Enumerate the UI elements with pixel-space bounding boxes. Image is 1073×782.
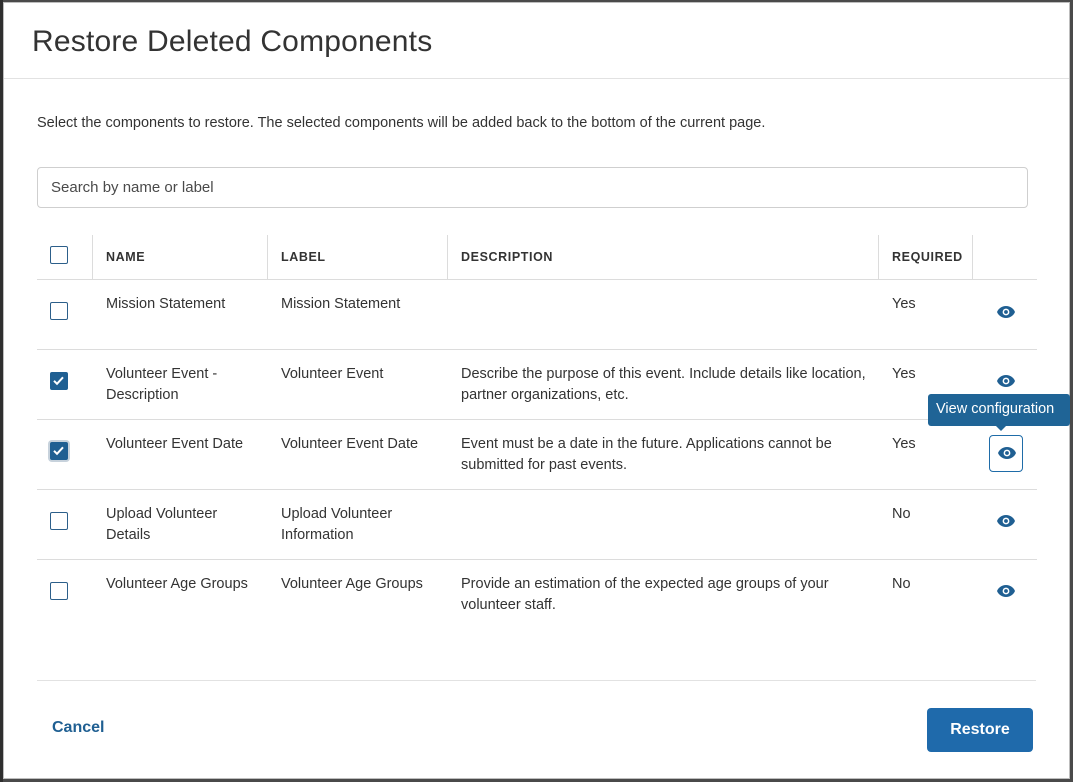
view-configuration-button[interactable] [989,295,1023,332]
check-icon [52,374,65,387]
row-name: Volunteer Event Date [106,436,244,452]
row-required: Yes [892,436,916,452]
eye-icon [997,375,1015,387]
row-select-checkbox[interactable] [50,442,68,460]
view-configuration-tooltip: View configuration [928,394,1070,426]
column-divider [92,235,93,279]
eye-icon [997,515,1015,527]
row-select-checkbox[interactable] [50,372,68,390]
column-header-label: LABEL [281,250,326,264]
table-row [37,350,1037,420]
view-configuration-button[interactable] [989,435,1023,472]
column-divider [972,235,973,279]
tooltip-arrow [995,425,1007,431]
check-icon [52,444,65,457]
table-row [37,280,1037,350]
row-label: Volunteer Event Date [281,436,419,452]
table-header [37,233,1037,280]
components-table [37,233,1037,630]
column-header-required: REQUIRED [892,250,963,264]
row-required: Yes [892,366,916,382]
row-select-checkbox[interactable] [50,582,68,600]
view-configuration-button[interactable] [989,574,1023,611]
select-all-checkbox[interactable] [50,246,68,264]
dialog-title: Restore Deleted Components [32,25,433,58]
row-description: Provide an estimation of the expected age groups of your volunteer staff. [461,576,829,613]
row-name: Volunteer Age Groups [106,576,248,592]
cancel-button[interactable]: Cancel [52,719,105,736]
column-divider [878,235,879,279]
footer-divider [37,680,1036,681]
view-configuration-button[interactable] [989,504,1023,541]
row-description: Event must be a date in the future. Applications cannot be submitted for past events. [461,436,832,473]
column-divider [447,235,448,279]
column-header-name: NAME [106,250,146,264]
row-required: Yes [892,296,916,312]
table-row [37,420,1037,490]
eye-icon [998,447,1016,459]
row-label: Upload Volunteer Information [281,506,393,543]
restore-dialog [3,2,1070,779]
row-required: No [892,576,911,592]
row-label: Mission Statement [281,296,401,312]
row-select-checkbox[interactable] [50,512,68,530]
eye-icon [997,306,1015,318]
restore-button[interactable]: Restore [927,708,1033,752]
row-description: Describe the purpose of this event. Include details like location, partner organizations, etc. [461,366,866,403]
column-divider [267,235,268,279]
eye-icon [997,585,1015,597]
row-required: No [892,506,911,522]
row-label: Volunteer Age Groups [281,576,423,592]
search-input[interactable] [37,167,1028,208]
column-header-description: DESCRIPTION [461,250,554,264]
row-select-checkbox[interactable] [50,302,68,320]
table-row [37,560,1037,630]
dialog-intro-text: Select the components to restore. The selected components will be added back to the bottom of the current page. [37,115,766,131]
row-name: Mission Statement [106,296,226,312]
row-name: Volunteer Event - Description [106,366,218,403]
dialog-header [4,3,1069,79]
table-row [37,490,1037,560]
row-label: Volunteer Event [281,366,384,382]
row-name: Upload Volunteer Details [106,506,218,543]
